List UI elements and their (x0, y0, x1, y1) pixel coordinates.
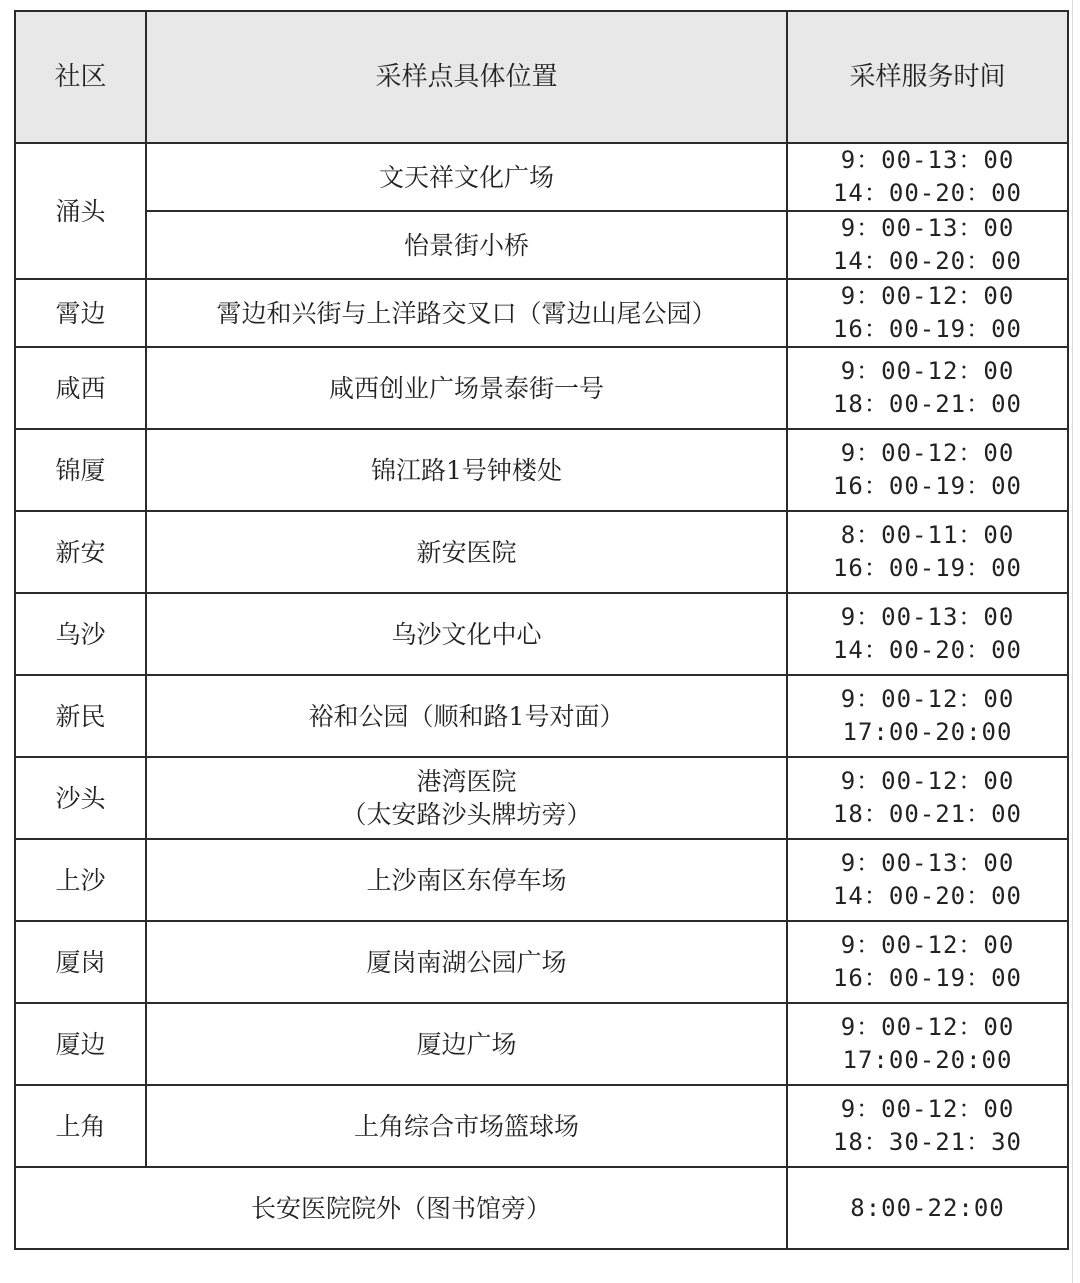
time-cell (787, 347, 1068, 429)
time-line: 16：00-19：00 (832, 472, 1023, 500)
location-cell (146, 511, 787, 593)
time-line: 14：00-20：00 (832, 882, 1023, 910)
table-row (15, 593, 1068, 675)
time-line: 9：00-12：00 (840, 357, 1015, 385)
time-line: 18：00-21：00 (832, 800, 1023, 828)
location-line: 裕和公园（顺和路1号对面） (308, 701, 625, 731)
time-cell (787, 429, 1068, 511)
community-cell: 上沙 (15, 839, 146, 921)
location-cell (146, 347, 787, 429)
time-line: 9：00-12：00 (840, 767, 1015, 795)
header-location: 采样点具体位置 (146, 11, 787, 143)
time-cell (787, 279, 1068, 347)
location-cell (146, 593, 787, 675)
time-cell (787, 143, 1068, 211)
community-cell: 厦岗 (15, 921, 146, 1003)
table-row (15, 143, 1068, 211)
time-line: 14：00-20：00 (832, 179, 1023, 207)
location-cell (146, 1085, 787, 1167)
location-line: 乌沙文化中心 (391, 619, 542, 649)
location-line: 文天祥文化广场 (378, 162, 554, 192)
community-cell: 咸西 (15, 347, 146, 429)
table-row (15, 211, 1068, 279)
time-cell (787, 757, 1068, 839)
community-cell: 上角 (15, 1085, 146, 1167)
time-line: 9：00-13：00 (840, 849, 1015, 877)
time-cell (787, 1085, 1068, 1167)
time-line: 9：00-12：00 (840, 931, 1015, 959)
sampling-sites-table (14, 10, 1069, 1250)
table-row (15, 921, 1068, 1003)
header-community: 社区 (15, 11, 146, 143)
time-cell (787, 675, 1068, 757)
time-line: 18：00-21：00 (832, 390, 1023, 418)
location-cell (146, 143, 787, 211)
location-line: 怡景街小桥 (403, 230, 529, 260)
footer-location-cell: 长安医院院外（图书馆旁） (15, 1167, 787, 1249)
time-cell (787, 593, 1068, 675)
header-time: 采样服务时间 (787, 11, 1068, 143)
location-line: 咸西创业广场景泰街一号 (328, 373, 604, 403)
time-line: 14：00-20：00 (832, 636, 1023, 664)
location-cell (146, 429, 787, 511)
time-line: 9：00-12：00 (840, 439, 1015, 467)
table-row (15, 757, 1068, 839)
location-line: 锦江路1号钟楼处 (371, 455, 562, 485)
location-cell (146, 757, 787, 839)
location-cell (146, 1003, 787, 1085)
time-line: 16：00-19：00 (832, 964, 1023, 992)
time-cell (787, 511, 1068, 593)
community-cell: 新安 (15, 511, 146, 593)
time-line: 9：00-13：00 (840, 214, 1015, 242)
location-cell (146, 279, 787, 347)
table-row (15, 839, 1068, 921)
location-cell (146, 839, 787, 921)
time-line: 17:00-20:00 (842, 1046, 1013, 1074)
location-line: 港湾医院 (416, 767, 517, 796)
time-line: 16：00-19：00 (832, 315, 1023, 343)
community-cell: 霄边 (15, 279, 146, 347)
time-cell (787, 1003, 1068, 1085)
community-cell: 沙头 (15, 757, 146, 839)
community-cell: 厦边 (15, 1003, 146, 1085)
time-line: 9：00-13：00 (840, 603, 1015, 631)
time-line: 14：00-20：00 (832, 247, 1023, 275)
time-line: 9：00-12：00 (840, 685, 1015, 713)
community-cell: 锦厦 (15, 429, 146, 511)
time-cell (787, 839, 1068, 921)
table-row (15, 429, 1068, 511)
time-line: 9：00-12：00 (840, 282, 1015, 310)
location-line: 厦边广场 (416, 1029, 517, 1059)
time-cell (787, 211, 1068, 279)
location-cell (146, 675, 787, 757)
table-row (15, 511, 1068, 593)
location-cell (146, 211, 787, 279)
table-row (15, 347, 1068, 429)
location-line: 厦岗南湖公园广场 (366, 947, 567, 977)
header-row (15, 11, 1068, 143)
sheet-gridline (1072, 0, 1073, 1283)
time-line: 17:00-20:00 (842, 718, 1013, 746)
table-row (15, 1085, 1068, 1167)
table-row (15, 279, 1068, 347)
location-line: 霄边和兴街与上洋路交叉口（霄边山尾公园） (216, 298, 717, 328)
time-line: 9：00-12：00 (840, 1095, 1015, 1123)
footer-row (15, 1167, 1068, 1249)
community-cell: 新民 (15, 675, 146, 757)
community-cell: 乌沙 (15, 593, 146, 675)
time-line: 18：30-21：30 (832, 1128, 1023, 1156)
location-cell (146, 921, 787, 1003)
location-line: 上沙南区东停车场 (366, 865, 567, 895)
time-line: 16：00-19：00 (832, 554, 1023, 582)
footer-time-cell: 8:00-22:00 (787, 1167, 1068, 1249)
location-line: 新安医院 (416, 537, 517, 567)
table-row (15, 675, 1068, 757)
location-line: 上角综合市场篮球场 (353, 1111, 579, 1141)
location-line: （太安路沙头牌坊旁） (341, 800, 592, 829)
time-line: 8：00-11：00 (840, 521, 1015, 549)
time-cell (787, 921, 1068, 1003)
table-row (15, 1003, 1068, 1085)
time-line: 9：00-13：00 (840, 146, 1015, 174)
community-cell: 涌头 (15, 143, 146, 279)
time-line: 9：00-12：00 (840, 1013, 1015, 1041)
